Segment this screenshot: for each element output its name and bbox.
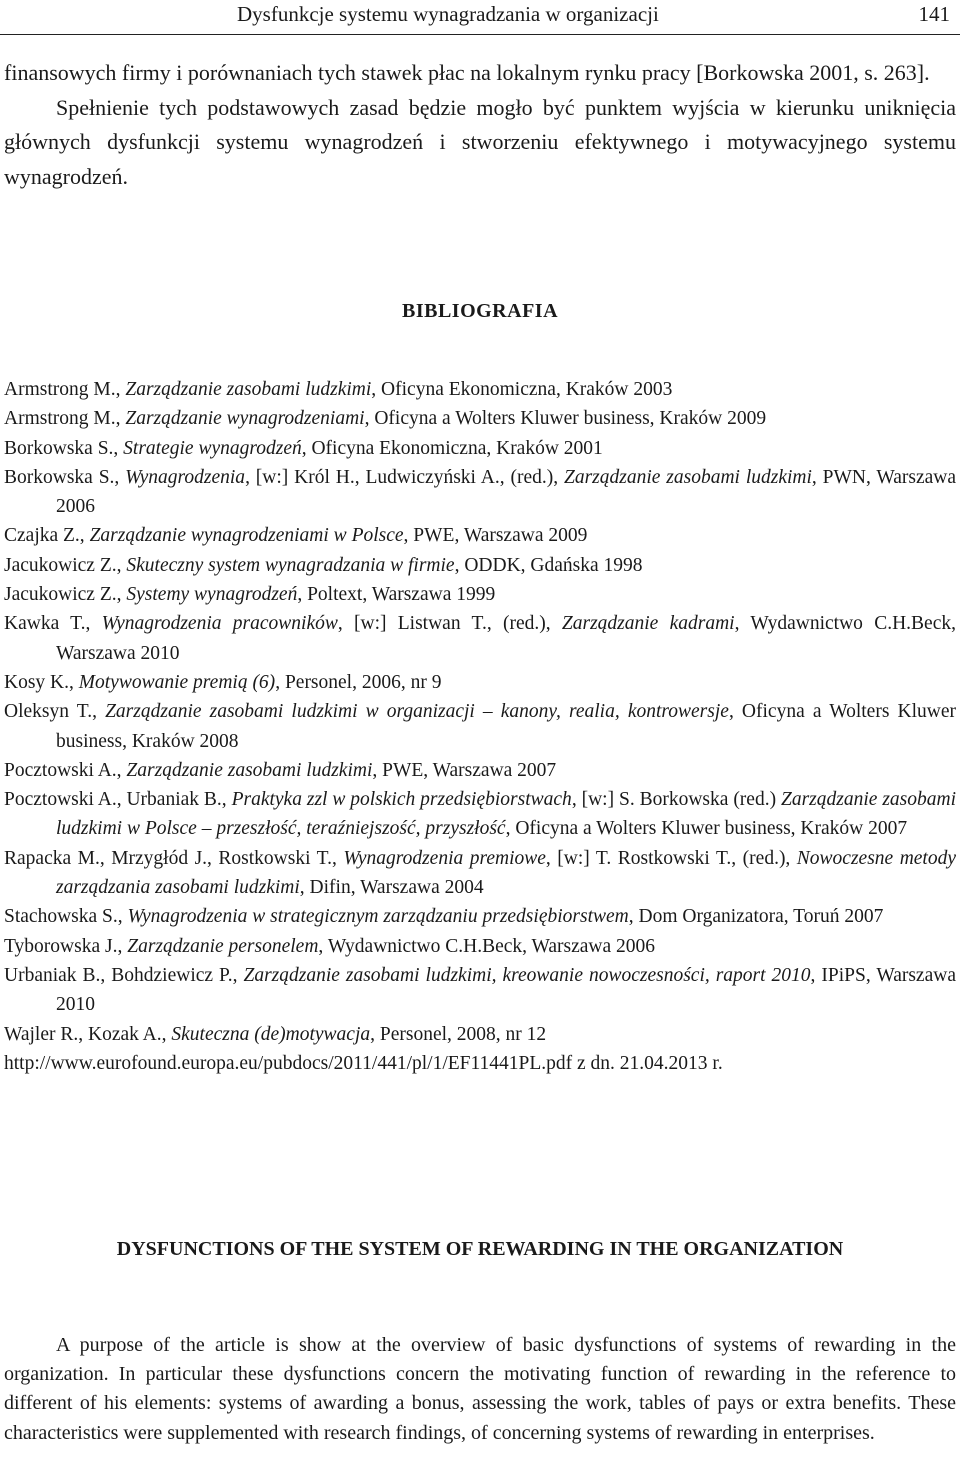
entry-book-title: Zarządzanie zasobami ludzkimi: [563, 466, 812, 488]
entry-title: Zarządzanie zasobami ludzkimi: [125, 379, 372, 400]
entry-author: Urbaniak B., Bohdziewicz P.,: [4, 964, 244, 986]
bibliography-entry: [4, 375, 956, 404]
entry-author: Czajka Z.,: [4, 525, 90, 547]
entry-publication: , Wydawnictwo C.H.Beck, Warszawa 2006: [318, 935, 656, 957]
running-title: Dysfunkcje systemu wynagradzania w organizacji: [237, 2, 659, 26]
entry-publication: , Personel, 2008, nr 12: [370, 1023, 547, 1045]
entry-title: Wynagrodzenia premiowe: [343, 847, 546, 869]
entry-title: Zarządzanie wynagrodzeniami: [125, 408, 365, 430]
bibliography-list: [4, 375, 956, 1078]
entry-book-title: Nowoczesne metody zarządzania zasobami ludzkimi: [56, 847, 956, 899]
entry-book-title: Zarządzanie zasobami ludzkimi w Polsce – przeszłość, teraźniejszość, przyszłość: [56, 789, 956, 840]
bibliography-entry: [4, 756, 956, 785]
entry-author: Jacukowicz Z.,: [4, 554, 127, 576]
entry-publication: , [w:] S. Borkowska (red.): [571, 789, 781, 811]
entry-author: Pocztowski A.,: [4, 759, 127, 781]
entry-author: Stachowska S.,: [4, 906, 128, 928]
bibliography-entry: [4, 434, 956, 463]
intro-paragraph-1: finansowych firmy i porównaniach tych stawek płac na lokalnym rynku pracy [Borkowska 2001, s. 263].: [4, 60, 930, 85]
entry-book-publication: , Difin, Warszawa 2004: [299, 877, 484, 899]
entry-title: Wynagrodzenia: [125, 466, 246, 488]
bibliography-entry: [4, 580, 956, 609]
entry-title: Skuteczny system wynagradzania w firmie: [126, 554, 455, 576]
entry-title: Zarządzanie zasobami ludzkimi w organizacji – kanony, realia, kontrowersje: [105, 701, 729, 723]
entry-publication: , ODDK, Gdańska 1998: [454, 554, 643, 576]
bibliography-entry: [4, 404, 956, 433]
entry-publication: , Oficyna Ekonomiczna, Kraków 2001: [301, 437, 603, 459]
bibliography-entry: [4, 609, 956, 668]
entry-publication: , PWE, Warszawa 2009: [403, 525, 588, 547]
intro-text: [4, 56, 956, 195]
bibliography-entry: [4, 1020, 956, 1049]
entry-author: Tyborowska J.,: [4, 935, 128, 957]
entry-book-title: Zarządzanie kadrami: [561, 613, 735, 635]
entry-author: Armstrong M.,: [4, 379, 126, 400]
summary-title: DYSFUNCTIONS OF THE SYSTEM OF REWARDING IN THE ORGANIZATION: [116, 1238, 844, 1260]
entry-publication: , Oficyna a Wolters Kluwer business, Kraków 2008: [56, 701, 956, 752]
entry-author: Kawka T.,: [4, 613, 102, 635]
entry-publication: , [w:] Król H., Ludwiczyński A., (red.),: [245, 466, 564, 488]
entry-author: Borkowska S.,: [4, 437, 124, 459]
entry-author: Borkowska S.,: [4, 466, 126, 488]
entry-title: Systemy wynagrodzeń: [126, 584, 298, 606]
entry-author: Wajler R., Kozak A.,: [4, 1023, 172, 1045]
entry-title: Zarządzanie wynagrodzeniami w Polsce: [89, 525, 404, 547]
bibliography-entry: [4, 697, 956, 756]
entry-author: Pocztowski A., Urbaniak B.,: [4, 789, 232, 811]
bibliography-entry: [4, 463, 956, 522]
entry-book-publication: , Oficyna a Wolters Kluwer business, Kraków 2007: [505, 818, 908, 840]
entry-publication: , [w:] Listwan T., (red.),: [337, 613, 562, 635]
entry-publication: , Oficyna Ekonomiczna, Kraków 2003: [371, 379, 673, 400]
bibliography-entry: [4, 932, 956, 961]
bibliography-entry: [4, 844, 956, 903]
bibliography-entry: [4, 902, 956, 931]
page-number: 141: [918, 2, 950, 26]
entry-publication: , Dom Organizatora, Toruń 2007: [628, 906, 884, 928]
entry-book-publication: , Wydawnictwo C.H.Beck, Warszawa 2010: [56, 613, 956, 664]
bibliography-entry: [4, 551, 956, 580]
bibliography-entry: [4, 785, 956, 844]
entry-title: Motywowanie premią (6): [78, 671, 276, 693]
entry-author: Kosy K.,: [4, 671, 79, 693]
entry-author: Jacukowicz Z.,: [4, 584, 127, 606]
intro-paragraph-2: Spełnienie tych podstawowych zasad będzie mogło być punktem wyjścia w kierunku uniknięcia głównych dysfunkcji systemu wynagrodzeń i stworzeniu efektywnego i motywacyjnego systemu wynagrodzeń.: [4, 94, 956, 190]
entry-title: Zarządzanie zasobami ludzkimi: [126, 759, 373, 781]
bibliography-entry: [4, 668, 956, 697]
running-header: [0, 0, 960, 35]
entry-author: Rapacka M., Mrzygłód J., Rostkowski T.,: [4, 847, 344, 869]
entry-title: Skuteczna (de)motywacja: [171, 1023, 371, 1045]
entry-author: Oleksyn T.,: [4, 701, 106, 723]
entry-title: Strategie wynagrodzeń: [123, 437, 302, 459]
entry-title: Zarządzanie personelem: [127, 935, 319, 957]
entry-author: Armstrong M.,: [4, 408, 126, 430]
entry-title: Wynagrodzenia pracowników: [101, 613, 338, 635]
summary-paragraph: A purpose of the article is show at the overview of basic dysfunctions of systems of rewarding in the organization. In particular these dysfunctions concern the motivating function of rewarding in the reference to different of his elements: systems of awarding a bonus, assessing the work, tables of pays or extra benefits. These characteristics were supplemented with research findings, of concerning systems of rewarding in enterprises.: [4, 1334, 956, 1444]
entry-title: Zarządzanie zasobami ludzkimi, kreowanie nowoczesności, raport 2010: [243, 964, 811, 986]
entry-publication: , Oficyna a Wolters Kluwer business, Kraków 2009: [364, 408, 767, 430]
bibliography-entry: [4, 521, 956, 550]
bibliography-entry: [4, 961, 956, 1020]
entry-publication: , PWE, Warszawa 2007: [372, 759, 557, 781]
bibliography-heading: BIBLIOGRAFIA: [401, 300, 559, 322]
entry-url: http://www.eurofound.europa.eu/pubdocs/2011/441/pl/1/EF11441PL.pdf z dn. 21.04.2013 r.: [4, 1052, 723, 1074]
entry-publication: , Personel, 2006, nr 9: [275, 671, 442, 693]
summary-text: [4, 1331, 956, 1448]
entry-publication: , IPiPS, Warszawa 2010: [56, 964, 956, 1016]
entry-publication: , Poltext, Warszawa 1999: [297, 584, 496, 606]
entry-book-publication: , PWN, Warszawa 2006: [56, 466, 957, 518]
entry-title: Wynagrodzenia w strategicznym zarządzaniu przedsiębiorstwem: [127, 906, 629, 928]
bibliography-entry: [4, 1049, 956, 1078]
entry-publication: , [w:] T. Rostkowski T., (red.),: [545, 847, 797, 869]
entry-title: Praktyka zzl w polskich przedsiębiorstwach: [231, 789, 572, 811]
